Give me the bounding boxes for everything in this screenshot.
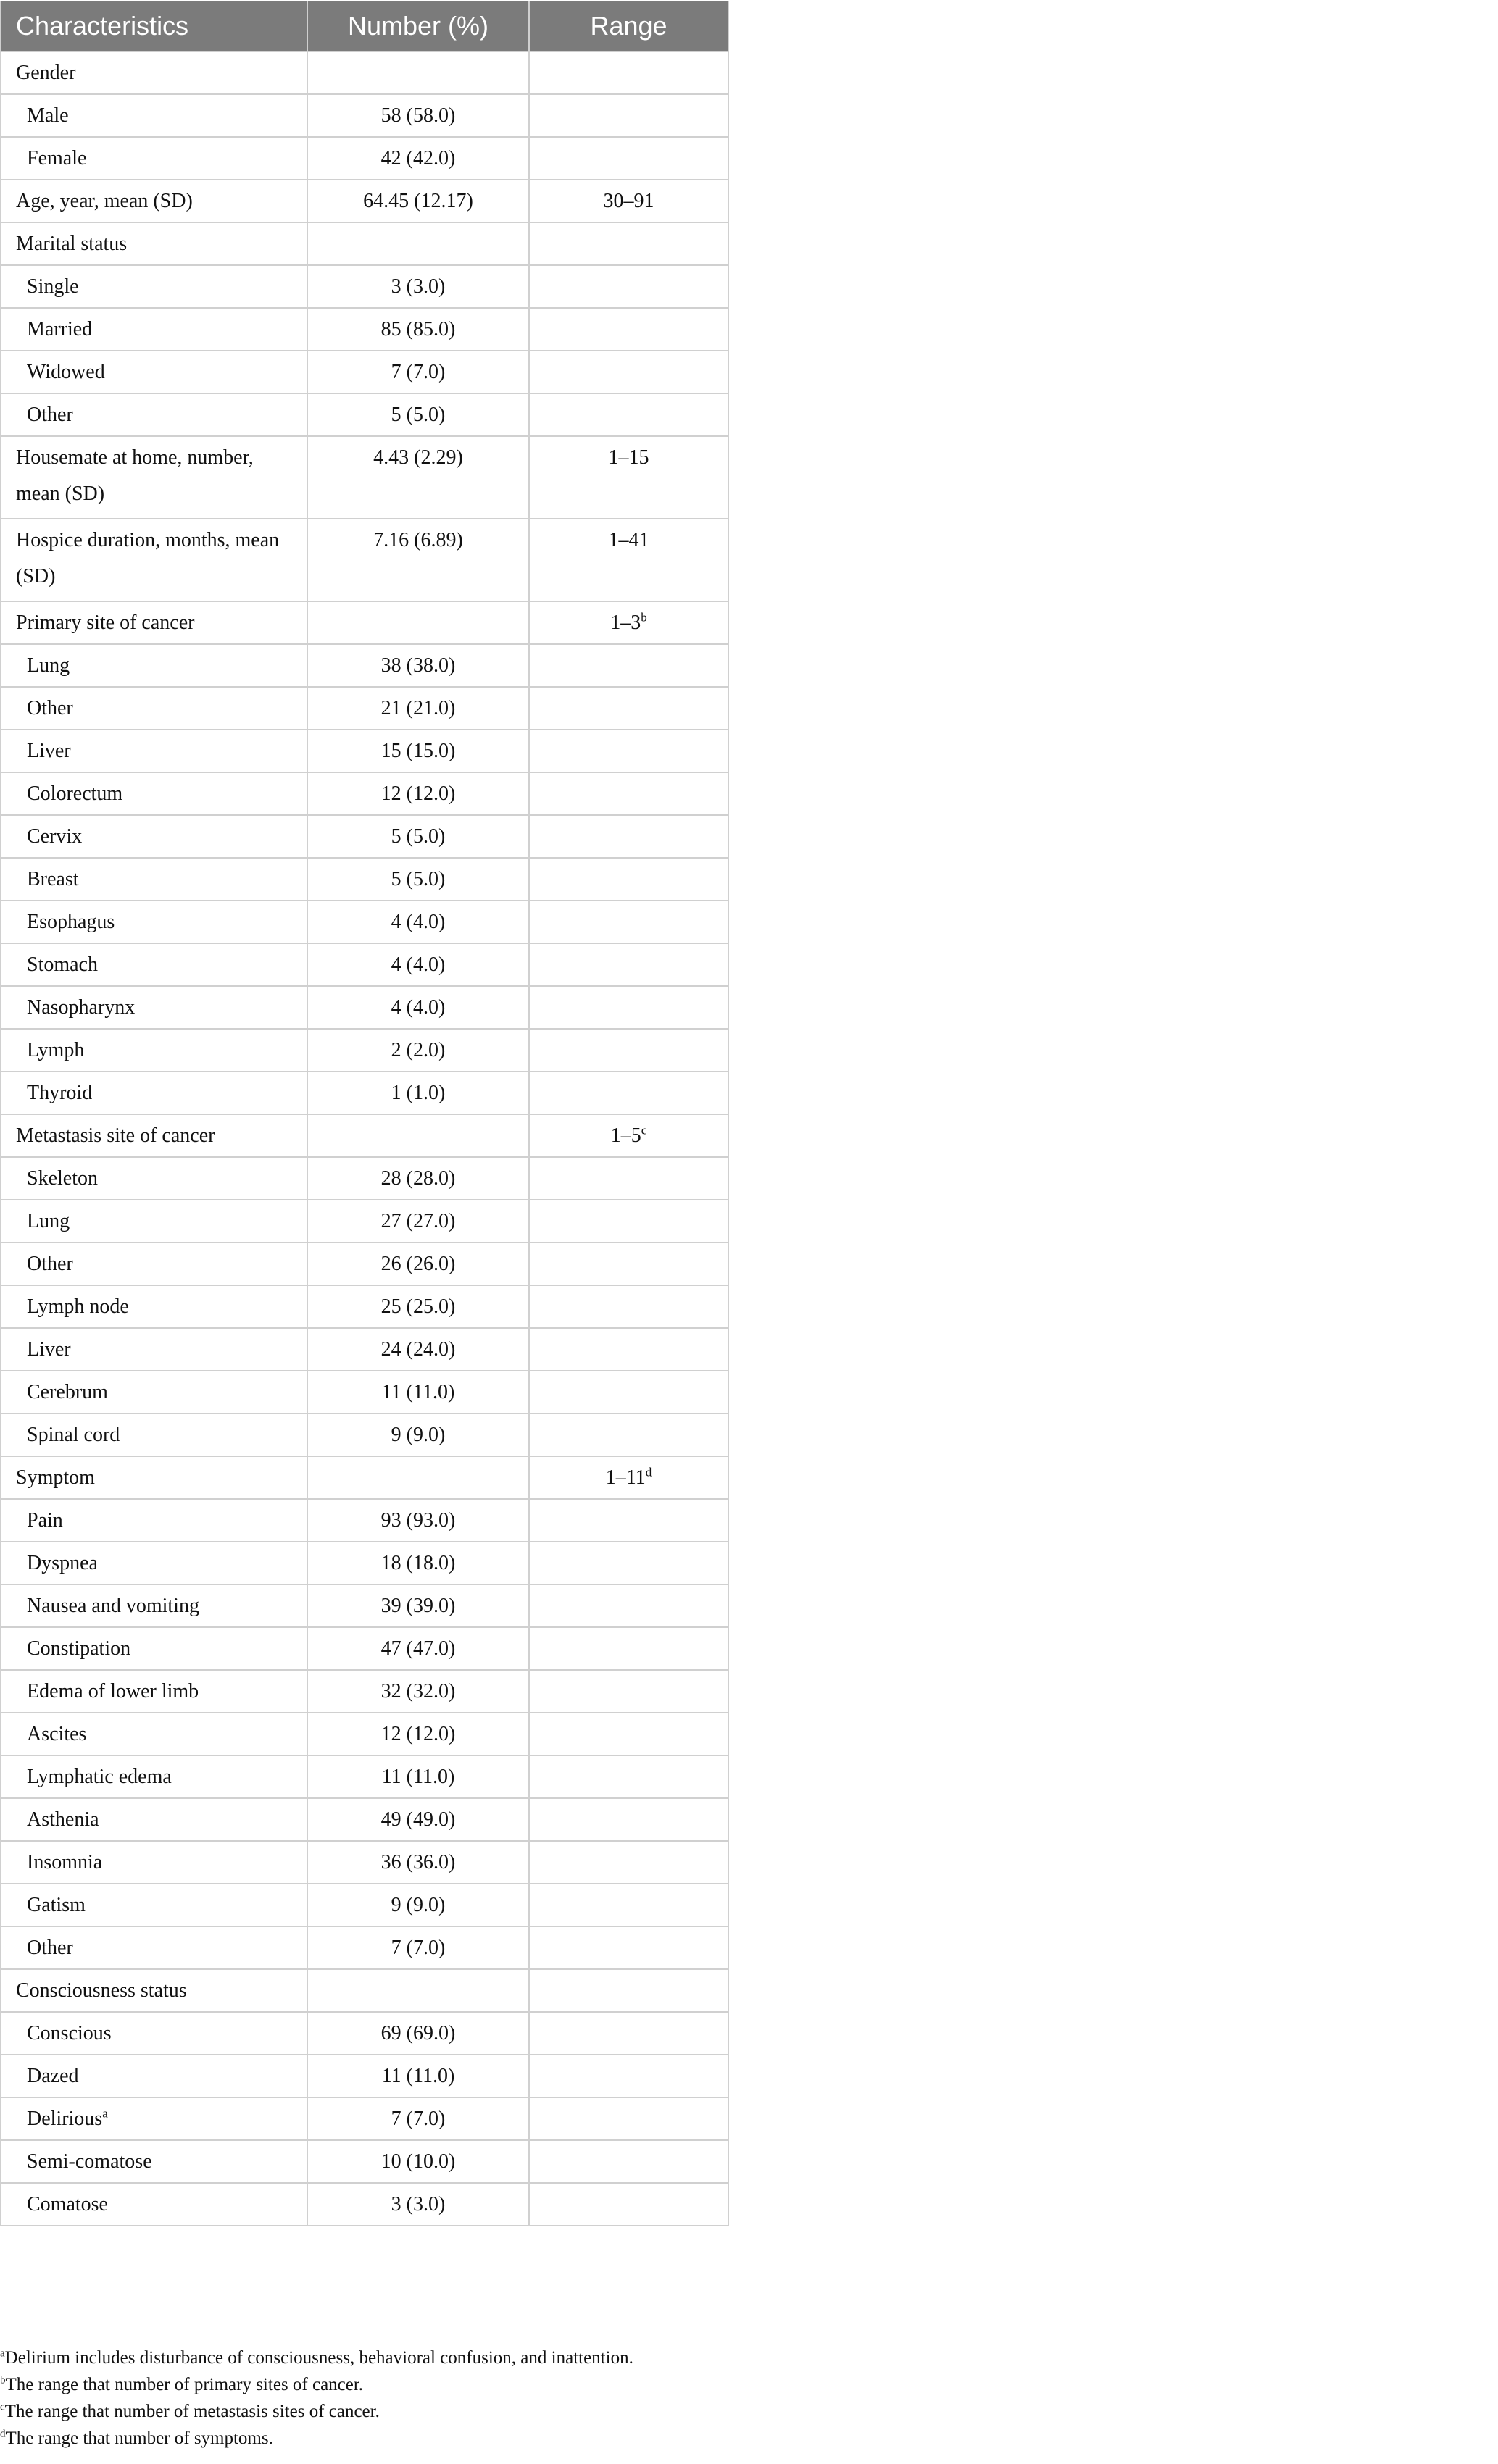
footnote (0, 2425, 633, 2452)
row-range (529, 1456, 728, 1499)
table-row (1, 2097, 728, 2140)
characteristic-label: Liver (27, 1337, 71, 1361)
table-body (1, 51, 728, 2226)
row-number: 11 (11.0) (307, 1755, 529, 1798)
row-range (529, 2183, 728, 2226)
table-row (1, 51, 728, 94)
row-number: 4.43 (2.29) (307, 436, 529, 519)
row-number: 7 (7.0) (307, 1926, 529, 1969)
row-characteristic (1, 2012, 307, 2055)
table-row (1, 2055, 728, 2097)
row-range (529, 94, 728, 137)
table-row (1, 1755, 728, 1798)
row-range (529, 1584, 728, 1627)
row-number: 49 (49.0) (307, 1798, 529, 1841)
characteristic-label: Lung (27, 653, 70, 677)
row-number (307, 601, 529, 644)
row-range (529, 644, 728, 687)
row-range (529, 1072, 728, 1114)
row-characteristic (1, 1072, 307, 1114)
header-row (1, 1, 728, 51)
row-characteristic (1, 1114, 307, 1157)
row-characteristic (1, 1670, 307, 1713)
row-characteristic (1, 1200, 307, 1243)
row-range (529, 1755, 728, 1798)
row-characteristic (1, 943, 307, 986)
table-row (1, 2012, 728, 2055)
row-characteristic (1, 730, 307, 772)
characteristic-label: Breast (27, 867, 79, 890)
row-number: 36 (36.0) (307, 1841, 529, 1884)
row-characteristic (1, 2097, 307, 2140)
table-row (1, 901, 728, 943)
table-row (1, 1884, 728, 1926)
characteristic-label: Gatism (27, 1893, 86, 1916)
characteristic-label: Dazed (27, 2064, 79, 2087)
footnote-mark: c (0, 2401, 5, 2413)
row-range (529, 1328, 728, 1371)
row-number: 12 (12.0) (307, 1713, 529, 1755)
table-row (1, 1841, 728, 1884)
characteristic-label: Male (27, 104, 69, 127)
table-row (1, 1627, 728, 1670)
table-row (1, 601, 728, 644)
characteristics-table (0, 1, 729, 2226)
row-characteristic (1, 1627, 307, 1670)
table-row (1, 943, 728, 986)
row-range (529, 2055, 728, 2097)
row-characteristic (1, 1884, 307, 1926)
characteristic-label: Pain (27, 1508, 63, 1532)
row-number: 4 (4.0) (307, 901, 529, 943)
table-header (1, 1, 728, 51)
header-range: Range (529, 1, 728, 51)
row-characteristic (1, 1542, 307, 1584)
characteristic-label: Consciousness status (16, 1979, 187, 2002)
row-characteristic (1, 1029, 307, 1072)
characteristic-label: Dyspnea (27, 1551, 98, 1574)
characteristic-label: Asthenia (27, 1808, 99, 1831)
characteristic-label: Marital status (16, 232, 128, 255)
row-number: 9 (9.0) (307, 1884, 529, 1926)
row-number: 26 (26.0) (307, 1243, 529, 1285)
row-number: 12 (12.0) (307, 772, 529, 815)
range-value: 1–5 (610, 1124, 641, 1147)
range-value: 1–11 (605, 1466, 646, 1489)
footnote-text: The range that number of metastasis sites of cancer. (4, 2402, 380, 2421)
row-characteristic (1, 1584, 307, 1627)
row-number: 5 (5.0) (307, 393, 529, 436)
row-number: 3 (3.0) (307, 2183, 529, 2226)
characteristic-label: Other (27, 1936, 73, 1959)
row-range (529, 1926, 728, 1969)
row-range (529, 601, 728, 644)
table-row (1, 519, 728, 601)
footnote (0, 2371, 633, 2398)
characteristic-label: Comatose (27, 2192, 108, 2215)
row-characteristic (1, 1798, 307, 1841)
row-range (529, 1499, 728, 1542)
footnote-marker: c (641, 1123, 647, 1137)
table-row (1, 815, 728, 858)
row-range (529, 1157, 728, 1200)
row-number: 58 (58.0) (307, 94, 529, 137)
row-range (529, 1029, 728, 1072)
row-number: 5 (5.0) (307, 815, 529, 858)
table-row (1, 222, 728, 265)
table-row (1, 1584, 728, 1627)
row-characteristic (1, 1456, 307, 1499)
characteristic-label: Colorectum (27, 782, 123, 805)
row-number (307, 222, 529, 265)
row-range (529, 2140, 728, 2183)
range-value: 1–3 (610, 611, 641, 634)
row-range (529, 2097, 728, 2140)
row-number: 4 (4.0) (307, 943, 529, 986)
row-characteristic (1, 2055, 307, 2097)
row-number: 11 (11.0) (307, 1371, 529, 1413)
table-row (1, 1798, 728, 1841)
table-row (1, 644, 728, 687)
footnote-mark: b (0, 2374, 6, 2386)
row-number: 1 (1.0) (307, 1072, 529, 1114)
row-range (529, 1798, 728, 1841)
row-characteristic (1, 644, 307, 687)
row-characteristic (1, 772, 307, 815)
footnote-mark: a (0, 2347, 5, 2360)
row-characteristic (1, 1926, 307, 1969)
range-value: 1–15 (608, 446, 649, 469)
row-range (529, 2012, 728, 2055)
row-range (529, 858, 728, 901)
table-row (1, 351, 728, 393)
table-row (1, 858, 728, 901)
row-number: 85 (85.0) (307, 308, 529, 351)
table-row (1, 393, 728, 436)
row-number: 15 (15.0) (307, 730, 529, 772)
row-characteristic (1, 436, 307, 519)
row-number: 11 (11.0) (307, 2055, 529, 2097)
row-range (529, 986, 728, 1029)
characteristic-label: Conscious (27, 2021, 112, 2045)
characteristic-label: Thyroid (27, 1081, 93, 1104)
footnote-marker: a (102, 2106, 108, 2121)
row-range (529, 51, 728, 94)
table-row (1, 436, 728, 519)
table-row (1, 1371, 728, 1413)
row-range (529, 436, 728, 519)
row-characteristic (1, 858, 307, 901)
characteristic-label: Single (27, 275, 79, 298)
characteristic-label: Hospice duration, months, mean (SD) (16, 529, 280, 588)
row-characteristic (1, 180, 307, 222)
header-number: Number (%) (307, 1, 529, 51)
footnote (0, 2344, 633, 2371)
characteristic-label: Skeleton (27, 1166, 98, 1190)
row-number: 2 (2.0) (307, 1029, 529, 1072)
table-row (1, 687, 728, 730)
characteristic-label: Housemate at home, number, mean (SD) (16, 446, 254, 505)
row-number: 5 (5.0) (307, 858, 529, 901)
footnote-mark: d (0, 2428, 6, 2440)
row-characteristic (1, 94, 307, 137)
row-number: 27 (27.0) (307, 1200, 529, 1243)
characteristic-label: Lymph (27, 1038, 85, 1061)
row-number: 7.16 (6.89) (307, 519, 529, 601)
row-characteristic (1, 308, 307, 351)
characteristic-label: Other (27, 1252, 73, 1275)
row-range (529, 901, 728, 943)
row-characteristic (1, 1328, 307, 1371)
row-number: 10 (10.0) (307, 2140, 529, 2183)
row-range (529, 1670, 728, 1713)
characteristic-label: Cerebrum (27, 1380, 108, 1403)
row-characteristic (1, 519, 307, 601)
row-number (307, 1969, 529, 2012)
characteristic-label: Widowed (27, 360, 105, 383)
row-number (307, 51, 529, 94)
table-row (1, 1542, 728, 1584)
row-range (529, 772, 728, 815)
row-number: 18 (18.0) (307, 1542, 529, 1584)
row-number: 4 (4.0) (307, 986, 529, 1029)
table-row (1, 1713, 728, 1755)
row-number: 69 (69.0) (307, 2012, 529, 2055)
row-range (529, 687, 728, 730)
range-value: 30–91 (603, 189, 654, 212)
characteristic-label: Liver (27, 739, 71, 762)
row-range (529, 1285, 728, 1328)
table-row (1, 1670, 728, 1713)
characteristic-label: Semi-comatose (27, 2150, 152, 2173)
characteristic-label: Constipation (27, 1637, 131, 1660)
table-row (1, 1029, 728, 1072)
characteristic-label: Other (27, 696, 73, 719)
row-number: 47 (47.0) (307, 1627, 529, 1670)
row-range (529, 1627, 728, 1670)
characteristic-label: Stomach (27, 953, 98, 976)
row-characteristic (1, 601, 307, 644)
row-number: 42 (42.0) (307, 137, 529, 180)
row-range (529, 1200, 728, 1243)
row-number: 3 (3.0) (307, 265, 529, 308)
row-range (529, 1884, 728, 1926)
characteristic-label: Other (27, 403, 73, 426)
characteristic-label: Esophagus (27, 910, 115, 933)
row-characteristic (1, 1243, 307, 1285)
row-range (529, 393, 728, 436)
row-characteristic (1, 687, 307, 730)
table-row (1, 1413, 728, 1456)
row-characteristic (1, 1371, 307, 1413)
row-characteristic (1, 265, 307, 308)
row-range (529, 265, 728, 308)
footnote-text: The range that number of primary sites of cancer. (5, 2375, 364, 2394)
characteristic-label: Delirious (27, 2107, 103, 2130)
footnote-marker: d (645, 1465, 652, 1479)
table-row (1, 2183, 728, 2226)
row-number (307, 1456, 529, 1499)
row-characteristic (1, 1969, 307, 2012)
row-range (529, 730, 728, 772)
row-range (529, 1114, 728, 1157)
row-number: 7 (7.0) (307, 351, 529, 393)
row-characteristic (1, 1713, 307, 1755)
row-characteristic (1, 1841, 307, 1884)
row-characteristic (1, 1499, 307, 1542)
row-number: 38 (38.0) (307, 644, 529, 687)
row-range (529, 222, 728, 265)
row-characteristic (1, 986, 307, 1029)
row-characteristic (1, 2140, 307, 2183)
row-number: 7 (7.0) (307, 2097, 529, 2140)
table-row (1, 772, 728, 815)
row-number: 24 (24.0) (307, 1328, 529, 1371)
range-value: 1–41 (608, 529, 649, 551)
characteristic-label: Lymph node (27, 1295, 129, 1318)
row-characteristic (1, 1755, 307, 1798)
row-number: 28 (28.0) (307, 1157, 529, 1200)
table-row (1, 94, 728, 137)
characteristic-label: Lymphatic edema (27, 1765, 172, 1788)
row-characteristic (1, 1285, 307, 1328)
table-row (1, 1285, 728, 1328)
table-row (1, 1072, 728, 1114)
table-row (1, 1969, 728, 2012)
table-row (1, 1243, 728, 1285)
row-number: 93 (93.0) (307, 1499, 529, 1542)
row-number: 9 (9.0) (307, 1413, 529, 1456)
row-characteristic (1, 51, 307, 94)
characteristic-label: Lung (27, 1209, 70, 1232)
row-number: 39 (39.0) (307, 1584, 529, 1627)
characteristic-label: Female (27, 146, 87, 170)
row-number (307, 1114, 529, 1157)
table-row (1, 1157, 728, 1200)
footnote (0, 2398, 633, 2425)
row-characteristic (1, 1157, 307, 1200)
table-row (1, 986, 728, 1029)
row-number: 25 (25.0) (307, 1285, 529, 1328)
footnotes (0, 2344, 633, 2452)
table-row (1, 265, 728, 308)
row-range (529, 1542, 728, 1584)
characteristic-label: Cervix (27, 824, 83, 848)
footnote-text: Delirium includes disturbance of consciousness, behavioral confusion, and inattention. (4, 2348, 633, 2368)
characteristic-label: Nasopharynx (27, 995, 136, 1019)
characteristic-label: Ascites (27, 1722, 87, 1745)
table-row (1, 308, 728, 351)
row-range (529, 1371, 728, 1413)
table-row (1, 180, 728, 222)
row-range (529, 1841, 728, 1884)
row-range (529, 1969, 728, 2012)
row-characteristic (1, 901, 307, 943)
characteristic-label: Gender (16, 61, 76, 84)
footnote-marker: b (641, 610, 647, 625)
characteristic-label: Metastasis site of cancer (16, 1124, 215, 1147)
row-characteristic (1, 2183, 307, 2226)
row-number: 21 (21.0) (307, 687, 529, 730)
characteristic-label: Primary site of cancer (16, 611, 195, 634)
characteristic-label: Symptom (16, 1466, 95, 1489)
row-range (529, 519, 728, 601)
characteristic-label: Spinal cord (27, 1423, 120, 1446)
table-row (1, 1456, 728, 1499)
row-characteristic (1, 393, 307, 436)
row-range (529, 1243, 728, 1285)
row-number: 32 (32.0) (307, 1670, 529, 1713)
row-characteristic (1, 222, 307, 265)
row-characteristic (1, 137, 307, 180)
row-range (529, 308, 728, 351)
row-range (529, 815, 728, 858)
characteristic-label: Age, year, mean (SD) (16, 189, 193, 212)
table-row (1, 137, 728, 180)
characteristic-label: Edema of lower limb (27, 1679, 199, 1703)
row-characteristic (1, 815, 307, 858)
row-range (529, 943, 728, 986)
table-row (1, 1200, 728, 1243)
row-number: 64.45 (12.17) (307, 180, 529, 222)
table-row (1, 2140, 728, 2183)
table-row (1, 1114, 728, 1157)
header-characteristics: Characteristics (1, 1, 307, 51)
row-range (529, 351, 728, 393)
row-range (529, 137, 728, 180)
row-range (529, 1413, 728, 1456)
table-row (1, 1328, 728, 1371)
row-range (529, 1713, 728, 1755)
row-range (529, 180, 728, 222)
row-characteristic (1, 351, 307, 393)
table-row (1, 1499, 728, 1542)
table-row (1, 730, 728, 772)
characteristic-label: Insomnia (27, 1850, 103, 1874)
characteristic-label: Married (27, 317, 93, 341)
footnote-text: The range that number of symptoms. (5, 2428, 273, 2448)
table-row (1, 1926, 728, 1969)
row-characteristic (1, 1413, 307, 1456)
characteristic-label: Nausea and vomiting (27, 1594, 199, 1617)
